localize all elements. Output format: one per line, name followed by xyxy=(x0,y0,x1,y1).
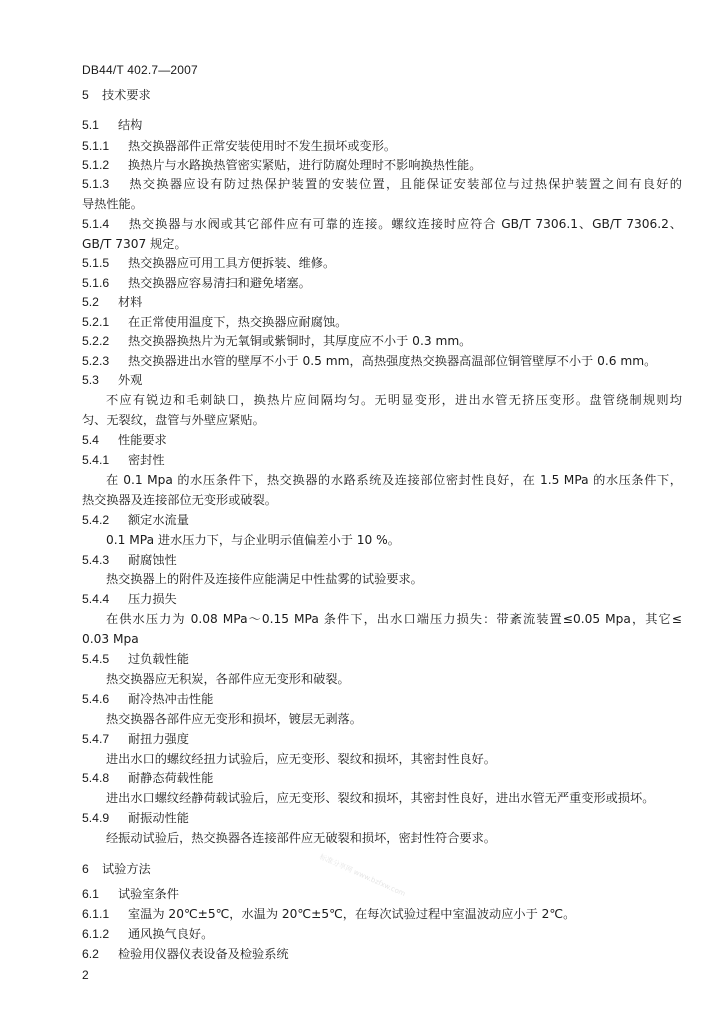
clause-text: 通风换气良好。 xyxy=(128,927,214,941)
clause-number: 5.1.6 xyxy=(82,276,110,290)
clause-text: 进出水口螺纹经静荷载试验后，应无变形、裂纹和损坏，其密封性良好，进出水管无严重变形或损坏。 xyxy=(106,791,655,805)
clause-text: 导热性能。 xyxy=(82,197,143,211)
clause-text: 耐冷热冲击性能 xyxy=(128,692,214,706)
clause-text: GB/T 7307 规定。 xyxy=(82,237,187,251)
clause-5-1-5 xyxy=(82,256,682,271)
clause-number: 6.2 xyxy=(82,947,99,961)
clause-text-line xyxy=(82,237,682,252)
clause-number: 6.1.2 xyxy=(82,927,110,941)
clause-number: 5.4 xyxy=(82,433,99,447)
clause-6 xyxy=(82,862,682,877)
clause-number: 6.1 xyxy=(82,887,99,901)
clause-text: 耐振动性能 xyxy=(128,811,189,825)
clause-5-1 xyxy=(82,118,682,133)
document-code: DB44/T 402.7—2007 xyxy=(82,63,198,77)
clause-text: 耐扭力强度 xyxy=(128,732,189,746)
clause-number: 5.1 xyxy=(82,118,99,132)
clause-5-3 xyxy=(82,373,682,388)
clause-5-2 xyxy=(82,295,682,310)
clause-6-2 xyxy=(82,947,682,962)
clause-text-line xyxy=(82,393,682,408)
clause-text: 性能要求 xyxy=(118,433,167,447)
clause-text: 耐静态荷载性能 xyxy=(128,771,214,785)
clause-5-4-3 xyxy=(82,553,682,568)
clause-number: 5.2.1 xyxy=(82,315,110,329)
clause-text: 热交换器与水阀或其它部件应有可靠的连接。螺纹连接时应符合 GB/T 7306.1、GB/T 7306.2、 xyxy=(128,217,682,231)
clause-text: 热交换器应无积炭，各部件应无变形和破裂。 xyxy=(106,672,350,686)
clause-text: 检验用仪器仪表设备及检验系统 xyxy=(118,947,289,961)
clause-text: 结构 xyxy=(118,118,143,132)
clause-text: 热交换器应容易清扫和避免堵塞。 xyxy=(128,276,311,290)
clause-text: 热交换器各部件应无变形和损坏，镀层无剥落。 xyxy=(106,712,362,726)
clause-text: 0.03 Mpa xyxy=(82,632,139,646)
clause-number: 5.4.3 xyxy=(82,553,110,567)
clause-text-line xyxy=(82,197,682,212)
clause-number: 5.4.6 xyxy=(82,692,110,706)
clause-text: 进出水口的螺纹经扭力试验后，应无变形、裂纹和损坏，其密封性良好。 xyxy=(106,752,496,766)
clause-number: 5.4.7 xyxy=(82,732,110,746)
clause-text: 热交换器应可用工具方便拆装、维修。 xyxy=(128,256,336,270)
clause-5-4-7 xyxy=(82,732,682,747)
clause-text-line xyxy=(82,533,682,548)
clause-6-1-1 xyxy=(82,907,682,922)
clause-5-4 xyxy=(82,433,682,448)
clause-5-4-8 xyxy=(82,771,682,786)
watermark: 标准分享网 www.bzfxw.com xyxy=(318,852,407,899)
clause-number: 5.2.3 xyxy=(82,354,110,368)
clause-text: 技术要求 xyxy=(102,88,151,102)
clause-text-line xyxy=(82,572,682,587)
clause-5-1-2 xyxy=(82,158,682,173)
clause-text-line xyxy=(82,791,682,806)
clause-text: 额定水流量 xyxy=(128,513,189,527)
clause-text: 耐腐蚀性 xyxy=(128,553,177,567)
page-number: 2 xyxy=(82,968,89,982)
clause-text-line xyxy=(82,493,682,508)
clause-text: 热交换器部件正常安装使用时不发生损坏或变形。 xyxy=(128,139,397,153)
clause-text: 热交换器换热片为无氧铜或紫铜时，其厚度应不小于 0.3 mm。 xyxy=(128,334,472,348)
clause-number: 5.2 xyxy=(82,295,99,309)
clause-text-line xyxy=(82,473,682,488)
clause-text: 换热片与水路换热管密实紧贴，进行防腐处理时不影响换热性能。 xyxy=(128,158,482,172)
clause-number: 5.4.9 xyxy=(82,811,110,825)
clause-number: 5.1.5 xyxy=(82,256,110,270)
clause-5-4-1 xyxy=(82,453,682,468)
clause-number: 5.4.4 xyxy=(82,592,110,606)
clause-5-2-1 xyxy=(82,315,682,330)
clause-number: 5.1.1 xyxy=(82,139,110,153)
clause-text-line xyxy=(82,612,682,627)
clause-number: 5.1.2 xyxy=(82,158,110,172)
clause-text-line xyxy=(82,831,682,846)
clause-text: 试验方法 xyxy=(102,862,151,876)
clause-number: 5.4.8 xyxy=(82,771,110,785)
clause-number: 5 xyxy=(82,88,89,102)
clause-text: 试验室条件 xyxy=(118,887,179,901)
clause-text: 热交换器应设有防过热保护装置的安装位置，且能保证安装部位与过热保护装置之间有良好的 xyxy=(128,177,682,191)
clause-5-4-2 xyxy=(82,513,682,528)
clause-text: 0.1 MPa 进水压力下，与企业明示值偏差小于 10 %。 xyxy=(106,533,400,547)
clause-text: 不应有锐边和毛刺缺口，换热片应间隔均匀。无明显变形，进出水管无挤压变形。盘管绕制规则均 xyxy=(106,393,682,407)
clause-text: 外观 xyxy=(118,373,143,387)
clause-number: 5.1.4 xyxy=(82,217,110,231)
clause-5-4-5 xyxy=(82,652,682,667)
clause-5-1-4 xyxy=(82,217,682,232)
clause-text: 材料 xyxy=(118,295,143,309)
clause-text: 热交换器及连接部位无变形或破裂。 xyxy=(82,493,277,507)
clause-text: 过负载性能 xyxy=(128,652,189,666)
clause-text: 热交换器进出水管的壁厚不小于 0.5 mm，高热强度热交换器高温部位铜管壁厚不小于 0.6 mm。 xyxy=(128,354,657,368)
clause-number: 6 xyxy=(82,862,89,876)
clause-number: 6.1.1 xyxy=(82,907,110,921)
clause-text: 压力损失 xyxy=(128,592,177,606)
clause-5-1-1 xyxy=(82,139,682,154)
clause-text-line xyxy=(82,632,682,647)
clause-text: 经振动试验后，热交换器各连接部件应无破裂和损坏，密封性符合要求。 xyxy=(106,831,496,845)
clause-text-line xyxy=(82,752,682,767)
clause-5 xyxy=(82,88,682,103)
clause-6-1-2 xyxy=(82,927,682,942)
clause-text: 匀、无裂纹，盘管与外壁应紧贴。 xyxy=(82,413,265,427)
clause-5-4-9 xyxy=(82,811,682,826)
clause-text: 密封性 xyxy=(128,453,165,467)
clause-text: 在供水压力为 0.08 MPa～0.15 MPa 条件下，出水口端压力损失：带紊流装置≤0.05 Mpa，其它≤ xyxy=(106,612,682,626)
clause-5-1-6 xyxy=(82,276,682,291)
clause-5-1-3 xyxy=(82,177,682,192)
clause-text: 在正常使用温度下，热交换器应耐腐蚀。 xyxy=(128,315,348,329)
clause-number: 5.4.5 xyxy=(82,652,110,666)
clause-number: 5.2.2 xyxy=(82,334,110,348)
clause-5-2-2 xyxy=(82,334,682,349)
clause-number: 5.3 xyxy=(82,373,99,387)
clause-number: 5.4.2 xyxy=(82,513,110,527)
clause-number: 5.1.3 xyxy=(82,177,110,191)
clause-text-line xyxy=(82,712,682,727)
clause-text: 在 0.1 Mpa 的水压条件下，热交换器的水路系统及连接部位密封性良好，在 1.5 MPa 的水压条件下， xyxy=(106,473,682,487)
clause-text: 热交换器上的附件及连接件应能满足中性盐雾的试验要求。 xyxy=(106,572,423,586)
clause-number: 5.4.1 xyxy=(82,453,110,467)
clause-text: 室温为 20℃±5℃，水温为 20℃±5℃，在每次试验过程中室温波动应小于 2℃。 xyxy=(128,907,576,921)
clause-5-4-6 xyxy=(82,692,682,707)
clause-text-line xyxy=(82,413,682,428)
clause-5-2-3 xyxy=(82,354,682,369)
clause-text-line xyxy=(82,672,682,687)
clause-5-4-4 xyxy=(82,592,682,607)
